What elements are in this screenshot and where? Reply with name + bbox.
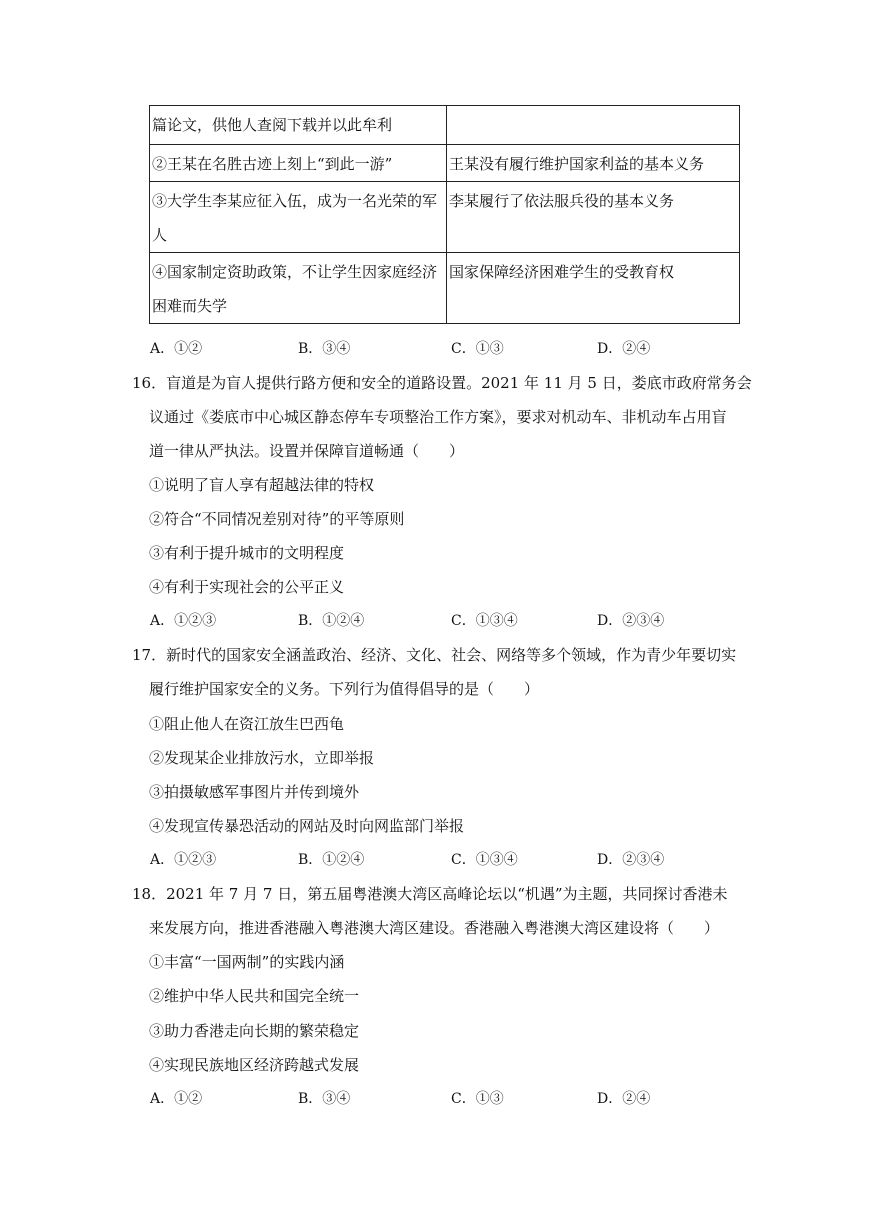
option-b[interactable]: B．①②④ xyxy=(298,613,365,629)
question-16-stem: 议通过《娄底市中心城区静态停车专项整治工作方案》，要求对机动车、非机动车占用盲 xyxy=(149,408,727,426)
cell-text: 国家保障经济困难学生的受教育权 xyxy=(449,263,675,281)
cell-text: 篇论文，供他人查阅下载并以此牟利 xyxy=(152,116,393,134)
question-18-item: ③助力香港走向长期的繁荣稳定 xyxy=(149,1022,360,1040)
question-18-item: ②维护中华人民共和国完全统一 xyxy=(149,987,360,1005)
question-16-stem: 16．盲道是为盲人提供行路方便和安全的道路设置。2021 年 11 月 5 日，娄底市政府常务会 xyxy=(132,374,752,392)
question-16-item: ③有利于提升城市的文明程度 xyxy=(149,544,345,562)
option-c[interactable]: C．①③ xyxy=(451,1091,504,1107)
question-18-stem: 来发展方向，推进香港融入粤港澳大湾区建设。香港融入粤港澳大湾区建设将（ ） xyxy=(149,919,720,937)
option-c[interactable]: C．①③④ xyxy=(451,613,518,629)
option-c[interactable]: C．①③④ xyxy=(451,852,518,868)
table-cell xyxy=(447,182,740,253)
question-16-item: ②符合“不同情况差别对待”的平等原则 xyxy=(149,510,405,528)
option-d[interactable]: D．②④ xyxy=(597,1091,651,1107)
question-17-item: ③拍摄敏感军事图片并传到境外 xyxy=(149,783,360,801)
question-17-item: ①阻止他人在资江放生巴西龟 xyxy=(149,715,345,733)
table-cell xyxy=(447,106,740,145)
option-d[interactable]: D．②④ xyxy=(597,341,651,357)
option-d[interactable]: D．②③④ xyxy=(597,613,665,629)
table-cell xyxy=(447,253,740,324)
table-cell xyxy=(447,145,740,182)
option-b[interactable]: B．③④ xyxy=(298,341,351,357)
question-16-item: ④有利于实现社会的公平正义 xyxy=(149,578,345,596)
question-18-item: ④实现民族地区经济跨越式发展 xyxy=(149,1056,360,1074)
question-16-item: ①说明了盲人享有超越法律的特权 xyxy=(149,476,375,494)
option-a[interactable]: A．①②③ xyxy=(150,852,217,868)
option-b[interactable]: B．①②④ xyxy=(298,852,365,868)
cell-text: 王某没有履行维护国家利益的基本义务 xyxy=(449,155,705,173)
cell-text: ②王某在名胜古迹上刻上“到此一游” xyxy=(152,155,393,173)
option-c[interactable]: C．①③ xyxy=(451,341,504,357)
question-15-table xyxy=(149,105,740,324)
question-18-stem: 18．2021 年 7 月 7 日，第五届粤港澳大湾区高峰论坛以“机遇”为主题，共同探讨香港未 xyxy=(132,885,728,903)
cell-text: 人 xyxy=(152,226,168,244)
option-a[interactable]: A．①②③ xyxy=(150,613,217,629)
table-cell xyxy=(150,182,447,253)
cell-text: ④国家制定资助政策，不让学生因家庭经济 xyxy=(152,263,438,281)
cell-text: ③大学生李某应征入伍，成为一名光荣的军 xyxy=(152,192,438,210)
table-row xyxy=(150,182,740,253)
option-b[interactable]: B．③④ xyxy=(298,1091,351,1107)
option-d[interactable]: D．②③④ xyxy=(597,852,665,868)
table-cell xyxy=(150,145,447,182)
question-17-item: ④发现宣传暴恐活动的网站及时向网监部门举报 xyxy=(149,817,465,835)
question-17-item: ②发现某企业排放污水，立即举报 xyxy=(149,749,375,767)
question-16-stem: 道一律从严执法。设置并保障盲道畅通（ ） xyxy=(149,442,465,460)
table-cell xyxy=(150,106,447,145)
option-a[interactable]: A．①② xyxy=(150,341,203,357)
table-row xyxy=(150,106,740,145)
table-row xyxy=(150,145,740,182)
table-cell xyxy=(150,253,447,324)
question-17-stem: 履行维护国家安全的义务。下列行为值得倡导的是（ ） xyxy=(149,680,540,698)
question-17-stem: 17．新时代的国家安全涵盖政治、经济、文化、社会、网络等多个领域，作为青少年要切实 xyxy=(132,646,737,664)
cell-text: 李某履行了依法服兵役的基本义务 xyxy=(449,192,675,210)
option-a[interactable]: A．①② xyxy=(150,1091,203,1107)
question-18-item: ①丰富“一国两制”的实践内涵 xyxy=(149,953,345,971)
cell-text: 困难而失学 xyxy=(152,297,228,315)
table-row xyxy=(150,253,740,324)
